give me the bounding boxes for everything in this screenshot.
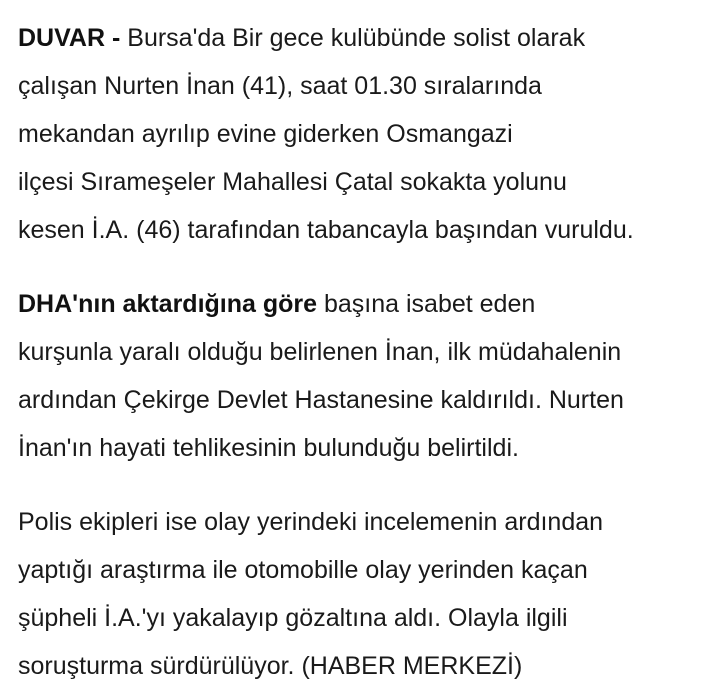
line-text: başına isabet eden [323, 290, 536, 318]
news-article [18, 14, 708, 690]
source-lead: DHA'nın aktardığına göre [18, 290, 324, 318]
article-paragraph-3 [18, 498, 708, 690]
paragraph-line: ardından Çekirge Devlet Hastanesine kaldırıldı. Nurten [18, 386, 624, 414]
paragraph-line [18, 280, 708, 328]
article-paragraph-1 [18, 14, 708, 254]
paragraph-line: Polis ekipleri ise olay yerindeki incelemenin ardından [18, 508, 604, 536]
paragraph-line: kurşunla yaralı olduğu belirlenen İnan, ilk müdahalenin [18, 338, 622, 366]
paragraph-line: kesen İ.A. (46) tarafından tabancayla başından vuruldu. [18, 216, 634, 244]
paragraph-line: çalışan Nurten İnan (41), saat 01.30 sıralarında [18, 72, 542, 100]
paragraph-line: şüpheli İ.A.'yı yakalayıp gözaltına aldı. Olayla ilgili [18, 604, 568, 632]
paragraph-line: yaptığı araştırma ile otomobille olay yerinden kaçan [18, 556, 588, 584]
line-text: Bursa'da Bir gece kulübünde solist olarak [127, 24, 586, 52]
paragraph-line: soruşturma sürdürülüyor. (HABER MERKEZİ) [18, 652, 523, 680]
article-paragraph-2 [18, 280, 708, 472]
dateline-lead: DUVAR - [18, 24, 128, 52]
paragraph-line [18, 14, 708, 62]
paragraph-line: ilçesi Sırameşeler Mahallesi Çatal sokakta yolunu [18, 168, 567, 196]
paragraph-line: İnan'ın hayati tehlikesinin bulunduğu belirtildi. [18, 434, 519, 462]
paragraph-line: mekandan ayrılıp evine giderken Osmangazi [18, 120, 513, 148]
